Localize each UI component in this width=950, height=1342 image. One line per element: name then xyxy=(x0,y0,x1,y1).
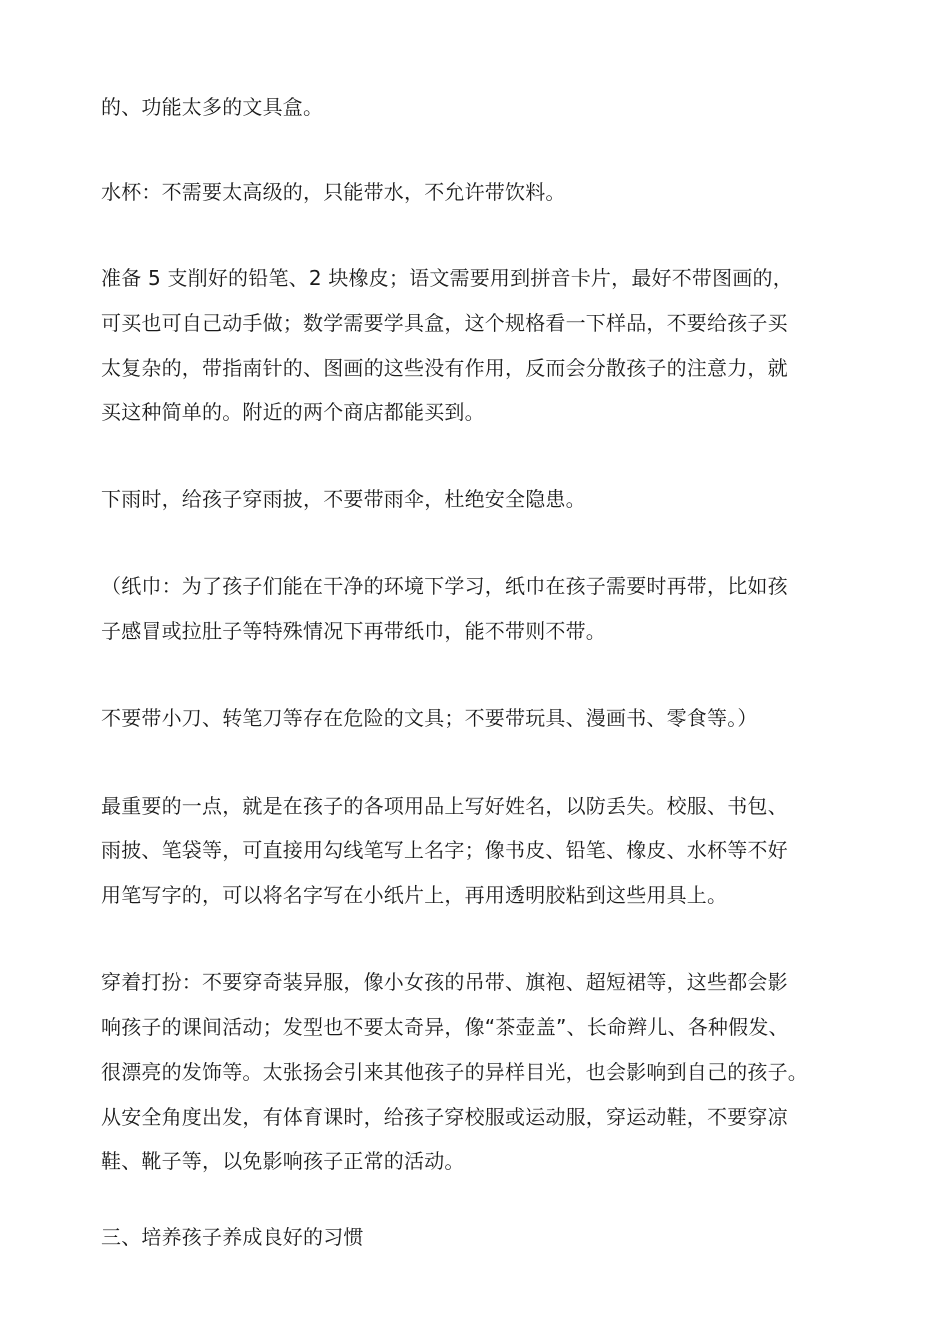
paragraph-line: 很漂亮的发饰等。太张扬会引来其他孩子的异样目光，也会影响到自己的孩子。 xyxy=(101,1060,808,1084)
paragraph-line: 太复杂的，带指南针的、图画的这些没有作用，反而会分散孩子的注意力，就 xyxy=(101,356,788,380)
paragraph-line: （纸巾：为了孩子们能在干净的环境下学习，纸巾在孩子需要时再带，比如孩 xyxy=(101,574,788,598)
paragraph-line: 子感冒或拉肚子等特殊情况下再带纸巾，能不带则不带。 xyxy=(101,619,606,643)
paragraph-line: 下雨时，给孩子穿雨披，不要带雨伞，杜绝安全隐患。 xyxy=(101,487,586,511)
paragraph-line: 用笔写字的，可以将名字写在小纸片上，再用透明胶粘到这些用具上。 xyxy=(101,883,728,907)
paragraph-line: 雨披、笔袋等，可直接用勾线笔写上名字；像书皮、铅笔、橡皮、水杯等不好 xyxy=(101,838,788,862)
paragraph-line: 可买也可自己动手做；数学需要学具盒，这个规格看一下样品，不要给孩子买 xyxy=(101,311,788,335)
paragraph-line: 买这种简单的。附近的两个商店都能买到。 xyxy=(101,400,485,424)
section-heading: 三、培养孩子养成良好的习惯 xyxy=(101,1225,364,1249)
paragraph-line: 最重要的一点，就是在孩子的各项用品上写好姓名，以防丢失。校服、书包、 xyxy=(101,794,788,818)
paragraph-line: 鞋、靴子等，以免影响孩子正常的活动。 xyxy=(101,1149,465,1173)
paragraph-line: 响孩子的课间活动；发型也不要太奇异，像“茶壶盖”、长命辫儿、各种假发、 xyxy=(101,1015,789,1039)
paragraph-line: 准备 5 支削好的铅笔、2 块橡皮；语文需要用到拼音卡片，最好不带图画的， xyxy=(101,266,793,290)
paragraph-line: 不要带小刀、转笔刀等存在危险的文具；不要带玩具、漫画书、零食等。） xyxy=(101,706,758,730)
paragraph-line: 的、功能太多的文具盒。 xyxy=(101,95,324,119)
paragraph-line: 水杯：不需要太高级的，只能带水，不允许带饮料。 xyxy=(101,180,566,204)
paragraph-line: 从安全角度出发，有体育课时，给孩子穿校服或运动服，穿运动鞋，不要穿凉 xyxy=(101,1105,788,1129)
paragraph-line: 穿着打扮：不要穿奇装异服，像小女孩的吊带、旗袍、超短裙等，这些都会影 xyxy=(101,970,788,994)
